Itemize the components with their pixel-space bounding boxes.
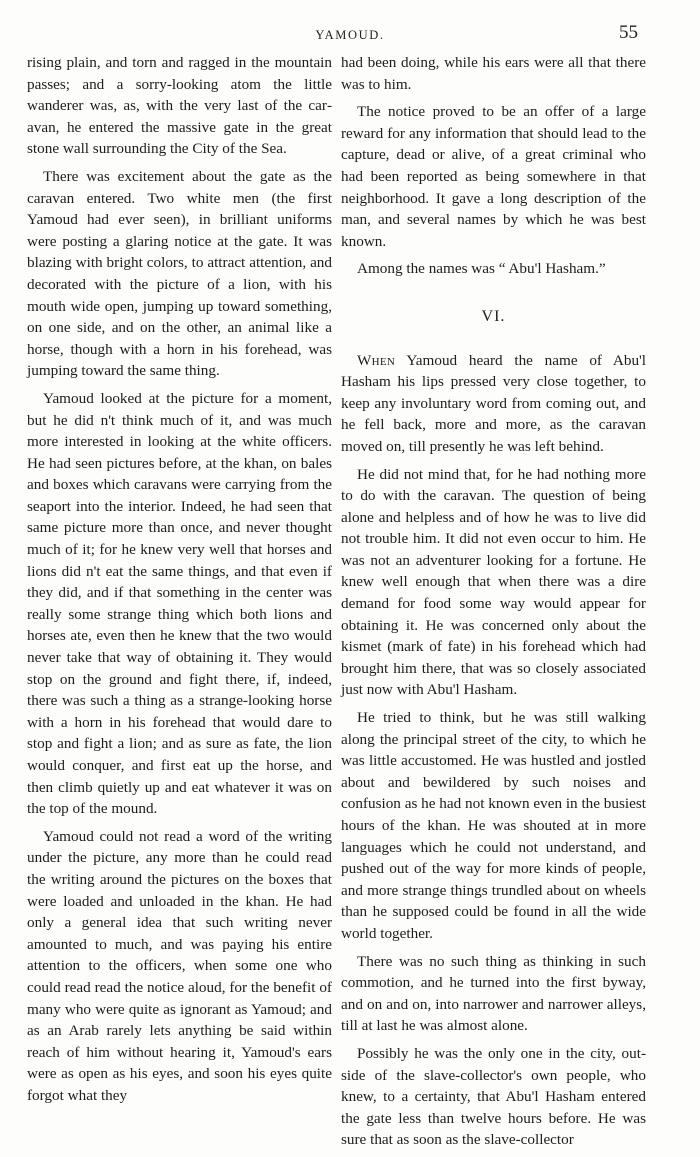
paragraph: The notice proved to be an offer of a large reward for any information that should lead to the capture, dead or alive, of a great criminal who had been reported as being somewhere in that neighborhood. It gave a long description of the man, and several names by which he was best known. <box>341 103 646 250</box>
paragraph: He tried to think, but he was still walking along the principal street of the city, to which he was little accustomed. He was hustled and jostled about and bewildered by such noises and confusion as he had not known even in the busiest hours of the khan. He was shouted at in more languages which he could not understand, and pushed out of the way for more kinds of people, and more strange things trundled about on wheels than he supposed could be found in all the wide world together. <box>341 709 646 942</box>
lead-word: When <box>357 351 396 369</box>
paragraph: There was excitement about the gate as the caravan entered. Two white men (the first Yamoud had ever seen), in brilliant uniforms were posting a glaring notice at the gate. It was blazing with bright colors, to attract attention, and decorated with the picture of a lion, with his mouth wide open, jumping up toward something, on one side, and on the other, an animal like a horse, though with a horn in his forehead, was jumping toward the same thing. <box>27 167 332 380</box>
paragraph: Yamoud looked at the picture for a moment, but he did n't think much of it, and was much more interested in looking at the white officers. He had seen pictures before, at the khan, on bales and boxes which caravans were carrying from the seaport into the interior. Indeed, he had seen that same picture more than once, and never thought much of it; for he knew very well that horses and lions did n't eat the same things, and that even if they did, and if that something in the center was really some strange thing which both lions and horses ate, even then he knew that the two would never take that way of obtaining it. They would stop on the ground and fight there, if, indeed, there was such a thing as a strange-looking horse with a horn in his forehead that would dare to stop and fight a lion; and as sure as fate, the lion would conquer, and first eat up the horse, and then climb quietly up and eat whatever it was on the top of the mound. <box>27 389 332 818</box>
chapter-heading: VI. <box>481 307 506 325</box>
left-column <box>27 52 332 1113</box>
paragraph: There was no such thing as thinking in such commotion, and he turned into the first byway, and on and on, into narrower and narrower alleys, till at last he was almost alone. <box>341 952 646 1035</box>
page-number: 55 <box>619 22 638 43</box>
running-header <box>0 22 700 44</box>
paragraph: had been doing, while his ears were all that there was to him. <box>341 54 646 93</box>
right-column <box>341 52 646 1157</box>
paragraph: Yamoud could not read a word of the writing under the picture, any more than he could read the writing around the pictures on the boxes that were loaded and unloaded in the khan. He had only a general idea that such writing never amounted to much, and was paying his entire attention to the officers, when some one who could read read the notice aloud, for the benefit of many who were quite as ignorant as Yamoud; and as an Arab rarely lets anything be said within reach of him without hearing it, Yamoud's ears were as open as his eyes, and soon his eyes quite forgot what they <box>27 827 332 1104</box>
paragraph-text: Yamoud heard the name of Abu'l Hasham his lips pressed very close together, to keep any involuntary word from coming out, and he fell back, more and more, as the caravan moved on, till presently he was left behind. <box>341 351 646 455</box>
paragraph: He did not mind that, for he had nothing more to do with the caravan. The question of being alone and helpless and of how he was to live did not trouble him. It did not even occur to him. He was not an adventurer looking for a fortune. He knew well enough that when there was a dire demand for food some way would appear for obtaining it. He was concerned only about the kismet (mark of fate) in his forehead which had brought him there, that was so closely associated just now with Abu'l Hasham. <box>341 465 646 699</box>
running-title: YAMOUD. <box>315 28 385 42</box>
paragraph: rising plain, and torn and ragged in the mountain passes; and a sorry-looking atom the little wanderer was, as, with the very last of the caravan, he entered the massive gate in the great stone wall surrounding the City of the Sea. <box>27 54 332 158</box>
paragraph: Among the names was “ Abu'l Hasham.” <box>357 260 606 278</box>
paragraph: Possibly he was the only one in the city, outside of the slave-collector's own people, who knew, to a certainty, that Abu'l Hasham entered the gate less than twelve hours before. He was sure that as soon as the slave-collector <box>341 1044 646 1149</box>
chapter-opening-paragraph <box>341 350 646 458</box>
